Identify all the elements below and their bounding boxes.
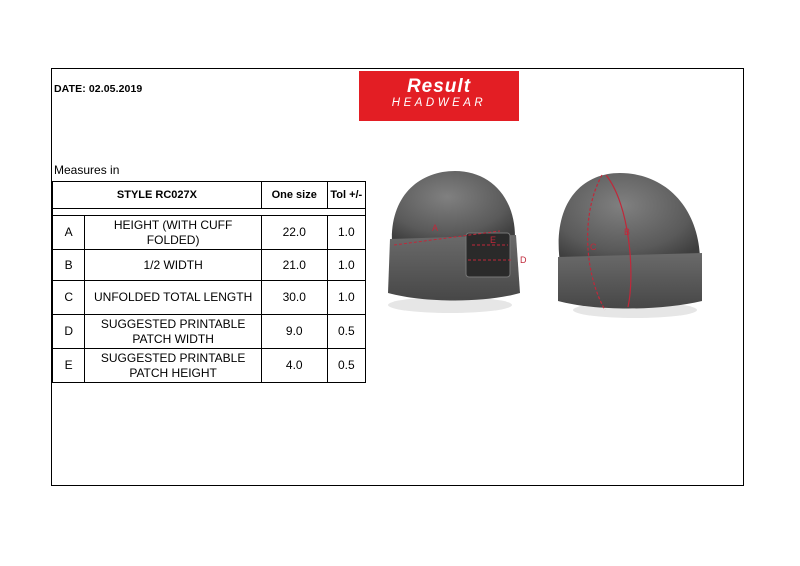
row-tolerance: 0.5 [327,315,365,349]
tolerance-header: Tol +/- [327,182,365,209]
row-key: D [53,315,85,349]
row-key: C [53,281,85,315]
logo-subtitle: HEADWEAR [391,97,487,109]
logo-brand: Result [406,76,472,97]
style-header: STYLE RC027X [53,182,262,209]
row-value: 4.0 [261,349,327,383]
marker-label-d: D [520,255,527,265]
row-description: 1/2 WIDTH [85,250,262,281]
table-header-row [53,182,366,209]
row-value: 22.0 [261,216,327,250]
marker-label-a: A [432,223,439,233]
table-row [53,349,366,383]
row-description: HEIGHT (WITH CUFF FOLDED) [85,216,262,250]
row-description: UNFOLDED TOTAL LENGTH [85,281,262,315]
row-value: 30.0 [261,281,327,315]
beanie-measurement-illustration [380,165,720,325]
row-value: 9.0 [261,315,327,349]
row-tolerance: 0.5 [327,349,365,383]
marker-label-c: C [590,242,597,252]
result-headwear-logo [359,71,519,121]
row-tolerance: 1.0 [327,216,365,250]
row-description: SUGGESTED PRINTABLE PATCH WIDTH [85,315,262,349]
row-key: B [53,250,85,281]
row-tolerance: 1.0 [327,281,365,315]
table-row [53,250,366,281]
measures-label: Measures in [54,163,120,177]
table-row [53,315,366,349]
beanie-front-view [388,171,520,313]
table-row [53,281,366,315]
size-header: One size [261,182,327,209]
date-label: DATE: 02.05.2019 [54,83,143,95]
size-spec-table [52,181,366,383]
marker-label-b: B [624,227,631,237]
row-value: 21.0 [261,250,327,281]
marker-label-e: E [490,235,497,245]
table-spacer-row [53,209,366,216]
row-tolerance: 1.0 [327,250,365,281]
row-description: SUGGESTED PRINTABLE PATCH HEIGHT [85,349,262,383]
row-key: E [53,349,85,383]
table-row [53,216,366,250]
row-key: A [53,216,85,250]
